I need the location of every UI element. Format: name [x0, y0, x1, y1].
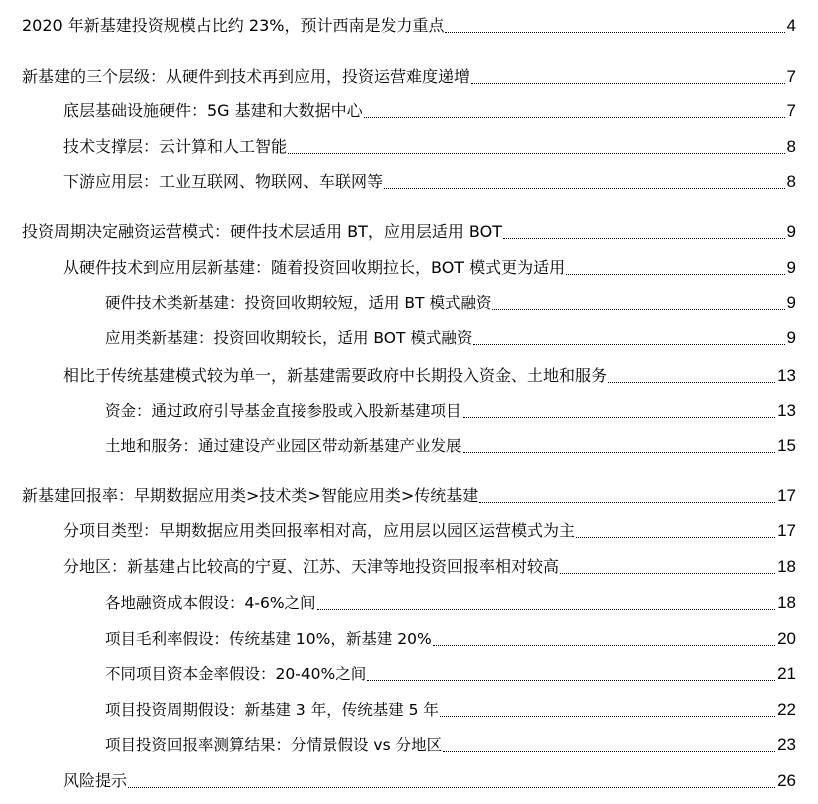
toc-entry-title: 2020 年新基建投资规模占比约 23%，预计西南是发力重点: [22, 16, 445, 35]
toc-entry-by-region[interactable]: [0, 553, 818, 579]
toc-entry-page: 13: [777, 401, 796, 420]
toc-entry-title: 相比于传统基建模式较为单一，新基建需要政府中长期投入资金、土地和服务: [63, 366, 608, 385]
toc-entry-funding[interactable]: [0, 397, 818, 423]
toc-entry-application-bot[interactable]: [0, 324, 818, 350]
dot-leader: [445, 32, 784, 33]
toc-entry-page: 7: [786, 67, 796, 86]
toc-entry-page: 7: [786, 101, 796, 120]
toc-entry-three-levels[interactable]: [0, 63, 818, 89]
dot-leader: [492, 309, 784, 310]
dot-leader: [566, 274, 784, 275]
toc-entry-by-project-type[interactable]: [0, 517, 818, 543]
dot-leader: [473, 344, 784, 345]
toc-entry-return-results[interactable]: [0, 731, 818, 757]
toc-entry-title: 底层基础设施硬件：5G 基建和大数据中心: [63, 101, 363, 120]
toc-entry-page: 20: [777, 629, 796, 648]
dot-leader: [463, 452, 776, 453]
toc-entry-page: 15: [777, 436, 796, 455]
toc-entry-title: 分项目类型：早期数据应用类回报率相对高，应用层以园区运营模式为主: [63, 521, 576, 540]
toc-entry-title: 项目毛利率假设：传统基建 10%，新基建 20%: [105, 630, 432, 648]
toc-entry-page: 8: [786, 172, 796, 191]
toc-entry-page: 22: [777, 700, 796, 719]
dot-leader: [608, 382, 775, 383]
toc-entry-application-layer[interactable]: [0, 168, 818, 194]
toc-entry-title: 技术支撑层：云计算和人工智能: [63, 137, 288, 156]
toc-entry-investment-cycle[interactable]: [0, 696, 818, 722]
toc-entry-title: 项目投资回报率测算结果：分情景假设 vs 分地区: [105, 736, 443, 754]
dot-leader: [479, 502, 775, 503]
dot-leader: [440, 716, 775, 717]
toc-entry-title: 项目投资周期假设：新基建 3 年，传统基建 5 年: [105, 701, 439, 719]
toc-entry-page: 21: [777, 664, 796, 683]
toc-entry-government-input[interactable]: [0, 362, 818, 388]
toc-entry-title: 不同项目资本金率假设：20-40%之间: [105, 665, 367, 683]
toc-entry-page: 26: [777, 771, 796, 790]
toc-entry-title: 硬件技术类新基建：投资回收期较短，适用 BT 模式融资: [105, 294, 492, 312]
dot-leader: [367, 680, 775, 681]
toc-entry-page: 4: [786, 16, 796, 35]
toc-entry-financing-model[interactable]: [0, 218, 818, 244]
toc-entry-title: 新基建的三个层级：从硬件到技术再到应用，投资运营难度递增: [22, 67, 471, 86]
toc-entry-hardware-layer[interactable]: [0, 97, 818, 123]
toc-entry-page: 18: [777, 593, 796, 612]
toc-entry-page: 9: [786, 222, 796, 241]
toc-entry-page: 13: [777, 366, 796, 385]
dot-leader: [463, 417, 776, 418]
toc-entry-title: 应用类新基建：投资回收期较长，适用 BOT 模式融资: [105, 329, 473, 347]
toc-entry-title: 土地和服务：通过建设产业园区带动新基建产业发展: [105, 437, 462, 455]
toc-entry-bot-more-suitable[interactable]: [0, 254, 818, 280]
dot-leader: [560, 573, 775, 574]
toc-entry-tech-layer[interactable]: [0, 133, 818, 159]
dot-leader: [433, 645, 775, 646]
dot-leader: [364, 117, 785, 118]
toc-entry-land-services[interactable]: [0, 432, 818, 458]
dot-leader: [384, 188, 785, 189]
dot-leader: [471, 83, 785, 84]
toc-entry-financing-cost[interactable]: [0, 589, 818, 615]
toc-entry-title: 分地区：新基建占比较高的宁夏、江苏、天津等地投资回报率相对较高: [63, 557, 560, 576]
toc-entry-page: 8: [786, 137, 796, 156]
toc-entry-page: 9: [786, 293, 796, 312]
toc-entry-page: 18: [777, 557, 796, 576]
toc-entry-title: 下游应用层：工业互联网、物联网、车联网等: [63, 172, 384, 191]
toc-entry-title: 风险提示: [63, 771, 128, 790]
dot-leader: [503, 238, 785, 239]
toc-entry-risk-warning[interactable]: [0, 767, 818, 793]
dot-leader: [443, 751, 775, 752]
dot-leader: [317, 609, 776, 610]
toc-entry-title: 各地融资成本假设：4-6%之间: [105, 594, 316, 612]
toc-entry-scale-share[interactable]: [0, 12, 818, 38]
toc-entry-page: 17: [777, 521, 796, 540]
toc-entry-title: 资金：通过政府引导基金直接参股或入股新基建项目: [105, 402, 462, 420]
dot-leader: [288, 153, 785, 154]
dot-leader: [576, 537, 775, 538]
toc-entry-page: 23: [777, 735, 796, 754]
toc-entry-hardware-bt[interactable]: [0, 289, 818, 315]
toc-entry-page: 17: [777, 486, 796, 505]
dot-leader: [128, 787, 775, 788]
toc-entry-gross-margin[interactable]: [0, 625, 818, 651]
toc-entry-return-rate[interactable]: [0, 482, 818, 508]
toc-entry-title: 新基建回报率：早期数据应用类>技术类>智能应用类>传统基建: [22, 486, 479, 505]
toc-entry-title: 从硬件技术到应用层新基建：随着投资回收期拉长，BOT 模式更为适用: [63, 258, 566, 277]
toc-entry-page: 9: [786, 258, 796, 277]
toc-entry-page: 9: [786, 328, 796, 347]
toc-entry-capital-ratio[interactable]: [0, 660, 818, 686]
toc-entry-title: 投资周期决定融资运营模式：硬件技术层适用 BT，应用层适用 BOT: [22, 222, 502, 241]
